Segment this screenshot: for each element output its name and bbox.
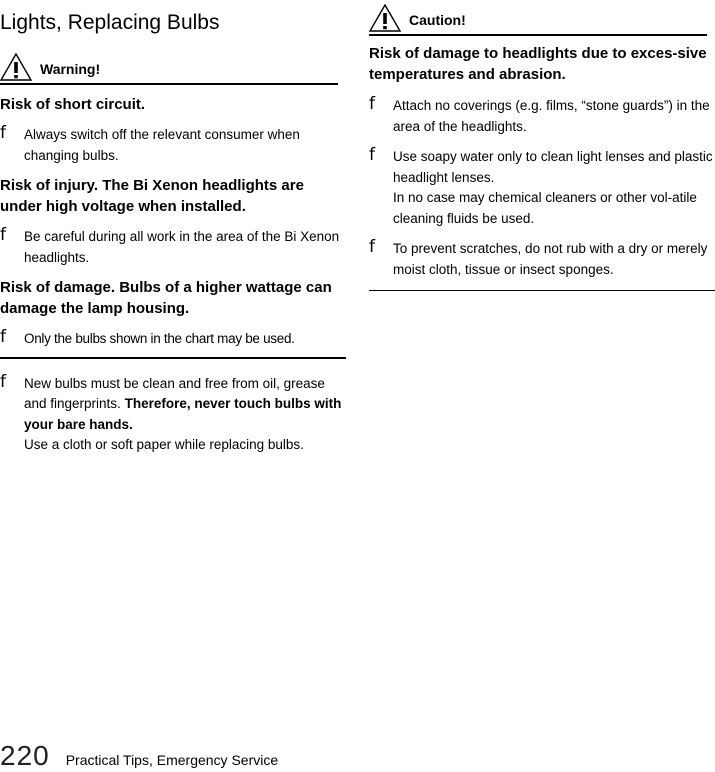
- bullet-glyph: f: [369, 94, 375, 114]
- item-text-bold: Therefore, never touch bulbs with your bare hands.: [24, 396, 342, 432]
- list-item: [0, 371, 346, 456]
- caution-header: [369, 2, 707, 36]
- right-column: [369, 0, 715, 291]
- warning-body: [0, 94, 346, 456]
- bullet-glyph: f: [369, 237, 375, 257]
- warning-triangle-icon: [369, 4, 401, 32]
- item-text-b: In no case may chemical cleaners or other vol-atile cleaning fluids be used.: [393, 190, 697, 226]
- divider: [369, 290, 715, 291]
- warning-header: [0, 51, 338, 85]
- risk-heading: Risk of short circuit.: [0, 96, 146, 113]
- left-column: [0, 0, 346, 456]
- item-text-b: Use a cloth or soft paper while replacing bulbs.: [24, 437, 304, 452]
- bullet-glyph: f: [0, 371, 6, 392]
- list-item: [369, 239, 715, 280]
- list-item: [0, 125, 346, 166]
- item-text: To prevent scratches, do not rub with a dry or merely moist cloth, tissue or insect sponges.: [393, 241, 708, 277]
- bullet-glyph: f: [369, 145, 375, 165]
- divider: [0, 357, 346, 359]
- risk-heading: Risk of damage to headlights due to exces-sive temperatures and abrasion.: [369, 45, 707, 83]
- caution-label: Caution!: [409, 12, 466, 28]
- list-item: [0, 227, 346, 268]
- risk-heading: Risk of injury. The Bi Xenon headlights are under high voltage when installed.: [0, 177, 304, 215]
- list-item: [0, 329, 346, 350]
- caution-body: [369, 43, 715, 291]
- warning-triangle-icon: [0, 53, 32, 81]
- warning-label: Warning!: [40, 61, 101, 77]
- page-title: Lights, Replacing Bulbs: [0, 11, 220, 34]
- item-text: Be careful during all work in the area of the Bi Xenon headlights.: [24, 229, 340, 265]
- item-text-a: Use soapy water only to clean light lenses and plastic headlight lenses.: [393, 149, 713, 185]
- bullet-glyph: f: [0, 327, 6, 347]
- item-text: Only the bulbs shown in the chart may be used.: [24, 331, 295, 346]
- page-footer: [0, 740, 278, 772]
- item-text: Always switch off the relevant consumer when changing bulbs.: [24, 127, 300, 163]
- section-name: Practical Tips, Emergency Service: [65, 752, 279, 768]
- list-item: [369, 96, 715, 137]
- page-number: 220: [0, 740, 50, 771]
- risk-heading: Risk of damage. Bulbs of a higher wattage can damage the lamp housing.: [0, 279, 332, 317]
- bullet-glyph: f: [0, 123, 6, 143]
- item-text: [24, 374, 346, 436]
- bullet-glyph: f: [0, 225, 6, 245]
- item-text-a: New bulbs must be clean and free from oil, grease and fingerprints.: [24, 375, 325, 411]
- item-text: Attach no coverings (e.g. films, “stone guards”) in the area of the headlights.: [393, 98, 710, 134]
- list-item: [369, 147, 715, 229]
